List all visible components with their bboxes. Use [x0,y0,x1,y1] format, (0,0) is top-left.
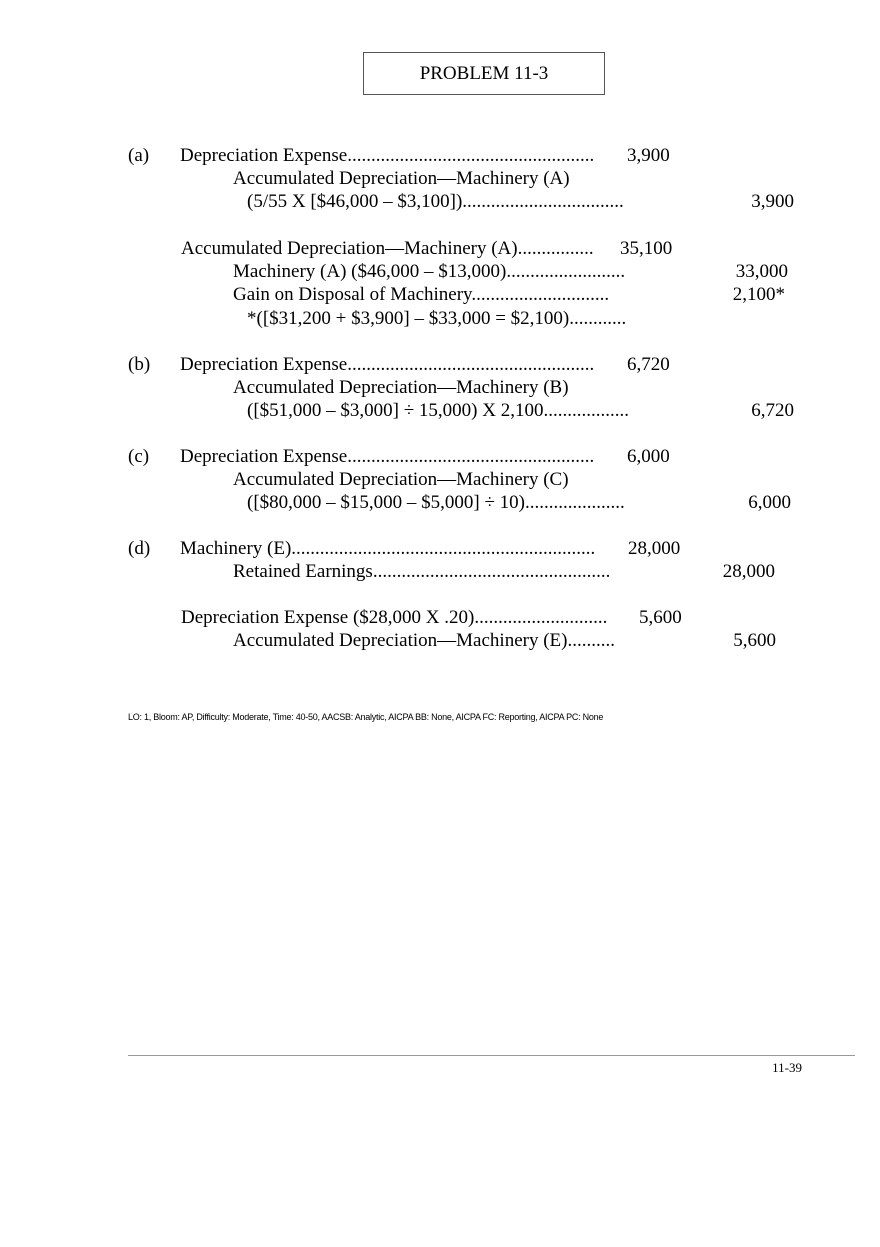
part-d-entry2-credit-amount: 5,600 [733,630,776,651]
problem-title: PROBLEM 11-3 [363,52,605,95]
part-a-entry2-debit-amount: 35,100 [620,238,673,259]
part-a-entry2-credit-amount-2: 2,100* [732,284,785,305]
part-d-label: (d) [128,538,151,559]
part-d-entry1-credit-account: Retained Earnings.................................................. [233,561,611,582]
page-number: 11-39 [772,1060,802,1075]
footer-divider [128,1055,855,1056]
part-a-entry2-credit-account-1: Machinery (A) ($46,000 – $13,000)......................... [233,261,626,282]
part-a-entry2-debit-account: Accumulated Depreciation—Machinery (A)................ [181,238,594,259]
part-a-label: (a) [128,145,150,166]
part-d-entry1-credit-amount: 28,000 [722,561,775,582]
part-a-entry1-debit-amount: 3,900 [627,145,670,166]
part-b-credit-account: Accumulated Depreciation—Machinery (B) [233,377,569,398]
part-a-entry2-credit-account-2: Gain on Disposal of Machinery............................. [233,284,610,305]
part-a-gain-computation-note: *([$31,200 + $3,900] – $33,000 = $2,100)............ [247,308,627,329]
part-a-entry1-credit-account: Accumulated Depreciation—Machinery (A) [233,168,570,189]
part-a-entry2-credit-amount-1: 33,000 [735,261,788,282]
learning-objective-metadata: LO: 1, Bloom: AP, Difficulty: Moderate, Time: 40-50, AACSB: Analytic, AICPA BB: None, AICPA FC: Reporting, AICPA PC: None [128,712,604,722]
part-b-debit-amount: 6,720 [627,354,670,375]
part-d-entry1-debit-account: Machinery (E)................................................................ [180,538,596,559]
part-c-label: (c) [128,446,150,467]
part-c-credit-account: Accumulated Depreciation—Machinery (C) [233,469,569,490]
part-b-label: (b) [128,354,151,375]
part-d-entry1-debit-amount: 28,000 [628,538,681,559]
part-a-entry1-computation: (5/55 X [$46,000 – $3,100]).................................. [247,191,624,212]
part-d-entry2-credit-account: Accumulated Depreciation—Machinery (E).......... [233,630,615,651]
part-a-entry1-debit-account: Depreciation Expense.................................................... [180,145,595,166]
part-c-credit-amount: 6,000 [748,492,791,513]
part-c-computation: ([$80,000 – $15,000 – $5,000] ÷ 10)..................... [247,492,625,513]
part-d-entry2-debit-amount: 5,600 [639,607,682,628]
part-b-debit-account: Depreciation Expense.................................................... [180,354,595,375]
part-a-entry1-credit-amount: 3,900 [751,191,794,212]
part-d-entry2-debit-account: Depreciation Expense ($28,000 X .20)............................ [181,607,608,628]
part-c-debit-account: Depreciation Expense.................................................... [180,446,595,467]
part-b-credit-amount: 6,720 [751,400,794,421]
part-b-computation: ([$51,000 – $3,000] ÷ 15,000) X 2,100.................. [247,400,629,421]
part-c-debit-amount: 6,000 [627,446,670,467]
